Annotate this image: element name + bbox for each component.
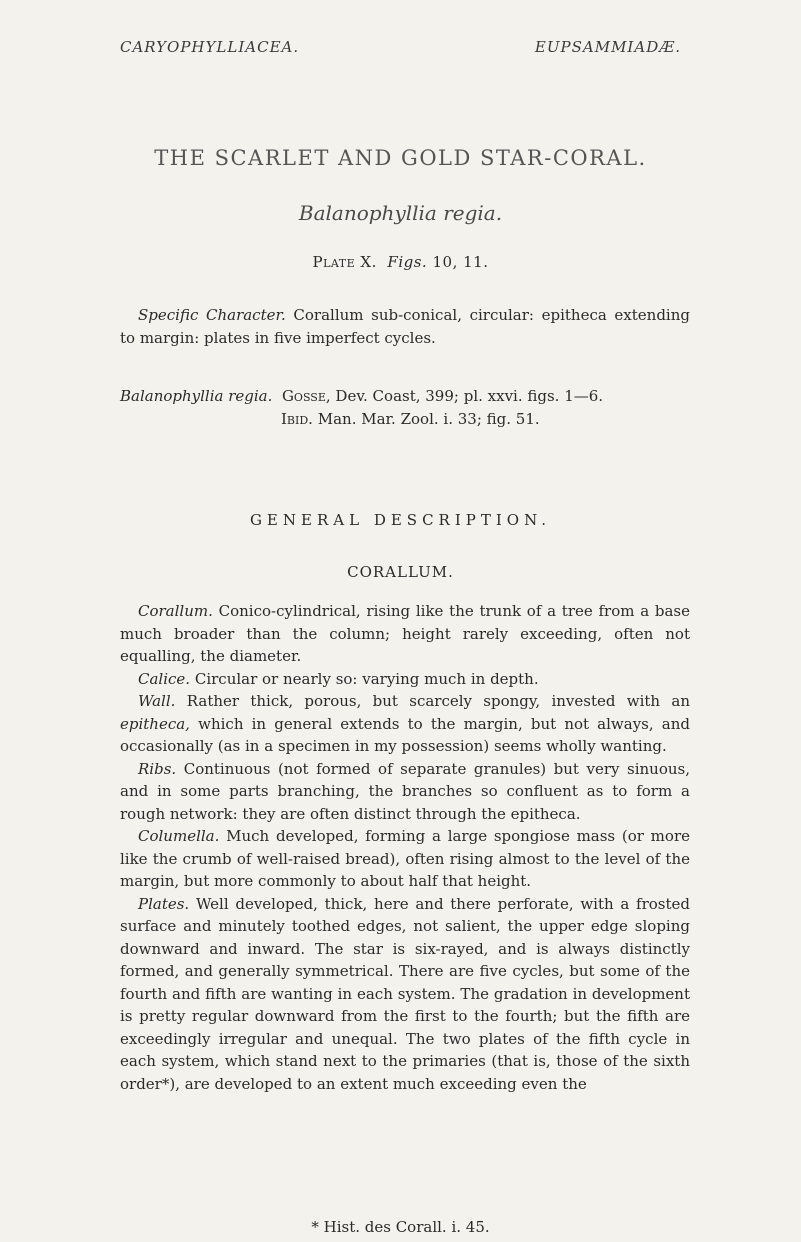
subsection-heading-corallum: CORALLUM. <box>347 563 454 581</box>
figs-numbers: 10, 11. <box>432 253 489 271</box>
specific-character <box>120 304 690 349</box>
running-head <box>120 38 681 56</box>
paragraph-text: Circular or nearly so: varying much in depth. <box>194 669 539 688</box>
specific-character-text: Corallum sub-conical, circular: epitheca extending to margin: plates in five imperfect cycles. <box>120 306 690 347</box>
paragraph-lead: Ribs. <box>138 759 177 778</box>
plate-number: X. <box>360 253 377 271</box>
synonymy <box>120 385 690 430</box>
description-body <box>120 600 690 1095</box>
footnote: * Hist. des Corall. i. 45. <box>311 1218 490 1236</box>
paragraph-lead: Wall. <box>138 692 176 710</box>
running-head-left: CARYOPHYLLIACEA. <box>120 38 300 56</box>
synonymy-author-1: Gosse, <box>281 387 331 405</box>
paragraph-plates <box>120 893 690 1096</box>
paragraph-italic-term: epitheca, <box>120 714 190 733</box>
paragraph-columella <box>120 825 690 893</box>
paragraph-lead: Plates. <box>138 894 190 913</box>
paragraph-wall <box>120 690 690 758</box>
plate-reference <box>0 253 801 271</box>
running-head-right: EUPSAMMIADÆ. <box>534 38 681 56</box>
synonymy-ref-1: Dev. Coast, 399; pl. xxvi. figs. 1—6. <box>335 387 604 405</box>
paragraph-text: Rather thick, porous, but scarcely spongy, invested with an <box>186 692 690 710</box>
paragraph-lead: Calice. <box>138 669 191 688</box>
paragraph-text: Much developed, forming a large spongiose mass (or more like the crumb of well-raised bread), often rising almost to the level of the margin, but more commonly to about half that height. <box>120 827 690 890</box>
species-name: Balanophyllia regia. <box>298 201 503 225</box>
synonymy-ref-2: Man. Mar. Zool. i. 33; fig. 51. <box>317 409 540 428</box>
paragraph-calice <box>120 668 690 691</box>
paragraph-corallum <box>120 600 690 668</box>
section-heading-general-description: GENERAL DESCRIPTION. <box>249 511 552 529</box>
synonymy-line-2 <box>120 408 690 431</box>
paragraph-text: Continuous (not formed of separate granules) but very sinuous, and in some parts branching, the branches so confluent as to form a rough network: they are often distinct through the epitheca. <box>120 759 690 823</box>
paragraph-text: Conico-cylindrical, rising like the trunk of a tree from a base much broader than the column; height rarely exceeding, often not equalling, the diameter. <box>120 602 690 665</box>
page-title: THE SCARLET AND GOLD STAR-CORAL. <box>154 146 647 170</box>
specific-character-label: Specific Character. <box>138 306 286 324</box>
synonymy-name: Balanophyllia regia. <box>120 387 273 405</box>
paragraph-lead: Columella. <box>138 827 220 845</box>
figs-label: Figs. <box>387 253 428 271</box>
synonymy-author-2: Ibid. <box>281 409 313 428</box>
paragraph-ribs <box>120 758 690 826</box>
synonymy-line-1 <box>120 385 690 408</box>
paragraph-text: Well developed, thick, here and there perforate, with a frosted surface and minutely toothed edges, not salient, the upper edge sloping downward and inward. The star is six-rayed, and is always distinctly formed, and generally symmetrical. There are five cycles, but some of the fourth and fifth are wanting in each system. The gradation in development is pretty regular downward from the first to the fourth; but the fifth are exceedingly irregular and unequal. The two plates of the fifth cycle in each system, which stand next to the primaries (that is, those of the sixth order*), are developed to an extent much exceeding even the <box>120 894 690 1093</box>
plate-label: Plate <box>312 253 356 271</box>
paragraph-lead: Corallum. <box>138 602 213 620</box>
paragraph-text: which in general extends to the margin, but not always, and occasionally (as in a specimen in my possession) seems wholly wanting. <box>120 714 690 755</box>
